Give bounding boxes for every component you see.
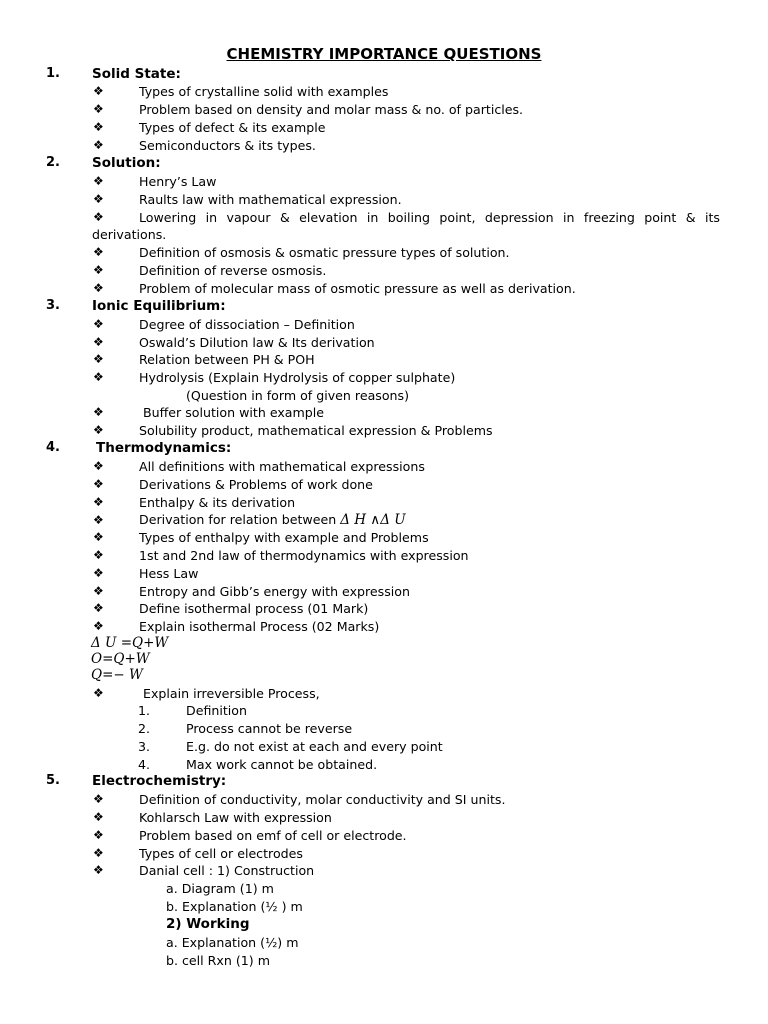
list-item: Types of crystalline solid with examples	[139, 84, 389, 99]
list-item: Oswald’s Dilution law & Its derivation	[139, 335, 375, 350]
list-item-continuation: derivations.	[92, 227, 167, 242]
bullet-icon: ❖	[93, 619, 104, 633]
bullet-icon: ❖	[93, 317, 104, 331]
bullet-icon: ❖	[93, 281, 104, 295]
section-heading-ionic-equilibrium: Ionic Equilibrium:	[92, 298, 226, 314]
list-item: Semiconductors & its types.	[139, 138, 316, 153]
equation: Δ U =Q+W	[91, 635, 169, 651]
list-item-text: Derivation for relation between	[139, 512, 341, 527]
bullet-icon: ❖	[93, 335, 104, 349]
numbered-index: 2.	[138, 721, 151, 736]
section-number: 1.	[46, 66, 60, 81]
bullet-icon: ❖	[93, 686, 104, 700]
list-item: Entropy and Gibb’s energy with expression	[139, 584, 410, 599]
numbered-item: Process cannot be reverse	[186, 721, 353, 736]
bullet-icon: ❖	[93, 530, 104, 544]
list-item: Hydrolysis (Explain Hydrolysis of copper sulphate)	[139, 370, 456, 385]
section-heading-electrochemistry: Electrochemistry:	[92, 773, 227, 789]
sub-item: a. Diagram (1) m	[166, 881, 274, 896]
list-item: Hess Law	[139, 566, 199, 581]
bullet-icon: ❖	[93, 846, 104, 860]
section-number: 4.	[46, 440, 60, 455]
list-item: Problem of molecular mass of osmotic pressure as well as derivation.	[139, 281, 576, 296]
section-number: 5.	[46, 773, 60, 788]
sub-heading-working: 2) Working	[166, 916, 250, 932]
bullet-icon: ❖	[93, 584, 104, 598]
numbered-index: 3.	[138, 739, 151, 754]
bullet-icon: ❖	[93, 138, 104, 152]
bullet-icon: ❖	[93, 174, 104, 188]
bullet-icon: ❖	[93, 263, 104, 277]
bullet-icon: ❖	[93, 495, 104, 509]
numbered-index: 4.	[138, 757, 151, 772]
math-expression: Δ H ∧Δ U	[340, 512, 406, 528]
list-item: Types of cell or electrodes	[139, 846, 303, 861]
bullet-icon: ❖	[93, 548, 104, 562]
numbered-item: Max work cannot be obtained.	[186, 757, 378, 772]
bullet-icon: ❖	[93, 459, 104, 473]
list-item: Solubility product, mathematical expression & Problems	[139, 423, 493, 438]
list-item: Types of defect & its example	[139, 120, 326, 135]
section-heading-solid-state: Solid State:	[92, 66, 181, 82]
list-item: Definition of osmosis & osmatic pressure types of solution.	[139, 245, 510, 260]
bullet-icon: ❖	[93, 352, 104, 366]
equation: Q=− W	[91, 667, 143, 683]
sub-item: b. cell Rxn (1) m	[166, 953, 270, 968]
list-item: Types of enthalpy with example and Problems	[139, 530, 429, 545]
list-item: Definition of reverse osmosis.	[139, 263, 327, 278]
bullet-icon: ❖	[93, 405, 104, 419]
list-item: Explain isothermal Process (02 Marks)	[139, 619, 380, 634]
bullet-icon: ❖	[93, 210, 104, 224]
list-item	[139, 512, 406, 528]
equation: O=Q+W	[91, 651, 150, 667]
bullet-icon: ❖	[93, 192, 104, 206]
list-item: Buffer solution with example	[143, 405, 325, 420]
list-item: Lowering in vapour & elevation in boiling point, depression in freezing point & its	[139, 210, 720, 225]
section-heading-solution: Solution:	[92, 155, 161, 171]
list-item-note: (Question in form of given reasons)	[186, 388, 410, 403]
list-item: Definition of conductivity, molar conductivity and SI units.	[139, 792, 506, 807]
numbered-index: 1.	[138, 703, 151, 718]
list-item: 1st and 2nd law of thermodynamics with expression	[139, 548, 469, 563]
list-item: Degree of dissociation – Definition	[139, 317, 355, 332]
bullet-icon: ❖	[93, 102, 104, 116]
list-item: Kohlarsch Law with expression	[139, 810, 332, 825]
section-number: 2.	[46, 155, 60, 170]
bullet-icon: ❖	[93, 601, 104, 615]
list-item: Explain irreversible Process,	[143, 686, 320, 701]
list-item: Problem based on emf of cell or electrode.	[139, 828, 407, 843]
bullet-icon: ❖	[93, 863, 104, 877]
sub-item: a. Explanation (½) m	[166, 935, 299, 950]
bullet-icon: ❖	[93, 477, 104, 491]
list-item: Danial cell : 1) Construction	[139, 863, 315, 878]
list-item: Define isothermal process (01 Mark)	[139, 601, 369, 616]
bullet-icon: ❖	[93, 792, 104, 806]
bullet-icon: ❖	[93, 245, 104, 259]
list-item: Henry’s Law	[139, 174, 217, 189]
bullet-icon: ❖	[93, 120, 104, 134]
sub-item: b. Explanation (½ ) m	[166, 899, 303, 914]
list-item: Relation between PH & POH	[139, 352, 315, 367]
bullet-icon: ❖	[93, 370, 104, 384]
section-heading-thermodynamics: Thermodynamics:	[96, 440, 232, 456]
numbered-item: E.g. do not exist at each and every point	[186, 739, 443, 754]
bullet-icon: ❖	[93, 828, 104, 842]
bullet-icon: ❖	[93, 810, 104, 824]
section-number: 3.	[46, 298, 60, 313]
bullet-icon: ❖	[93, 513, 104, 527]
bullet-icon: ❖	[93, 423, 104, 437]
list-item: Problem based on density and molar mass & no. of particles.	[139, 102, 524, 117]
bullet-icon: ❖	[93, 84, 104, 98]
list-item: Raults law with mathematical expression.	[139, 192, 402, 207]
list-item: Enthalpy & its derivation	[139, 495, 296, 510]
list-item: Derivations & Problems of work done	[139, 477, 373, 492]
numbered-item: Definition	[186, 703, 247, 718]
page-title: CHEMISTRY IMPORTANCE QUESTIONS	[226, 45, 542, 63]
bullet-icon: ❖	[93, 566, 104, 580]
list-item: All definitions with mathematical expressions	[139, 459, 425, 474]
